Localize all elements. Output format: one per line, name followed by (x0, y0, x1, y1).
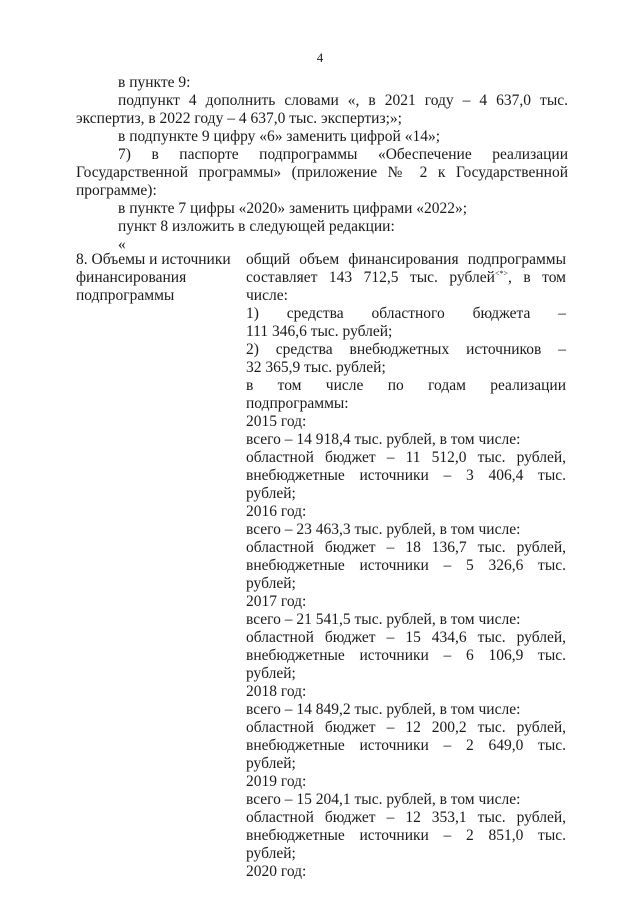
paragraph-subitem-4: подпункт 4 дополнить словами «, в 2021 году – 4 637,0 тыс. экспертиз, в 2022 году – 4 637,0 тыс. экспертиз;»; (76, 92, 568, 127)
table-right-line: рублей; (246, 755, 296, 772)
table-right-line: рублей; (246, 485, 296, 502)
table-left-column (76, 251, 240, 305)
table-right-line: областной бюджет – 12 353,1 тыс. рублей, (246, 809, 566, 826)
table-right-line: всего – 21 541,5 тыс. рублей, в том числе: (246, 611, 521, 628)
table-right-line: областной бюджет – 18 136,7 тыс. рублей, (246, 539, 566, 556)
total-tail: , в том (507, 269, 566, 286)
table-right-line: рублей; (246, 665, 296, 682)
table-right-line: рублей; (246, 575, 296, 592)
table-right-line: внебюджетные источники – 3 406,4 тыс. (246, 467, 566, 484)
table-left-line: финансирования (76, 269, 187, 286)
table-right-line: областной бюджет – 15 434,6 тыс. рублей, (246, 629, 566, 646)
document-body (76, 74, 568, 254)
table-right-line: областной бюджет – 11 512,0 тыс. рублей, (246, 449, 566, 466)
table-right-line: 1) средства областного бюджета – (246, 305, 566, 322)
table-right-line: в том числе по годам реализации (246, 377, 566, 394)
paragraph-item-9: в пункте 9: (118, 74, 191, 91)
table-right-line: общий объем финансирования подпрограммы (246, 251, 566, 268)
table-right-line: числе: (246, 287, 288, 304)
year-heading: 2017 год: (246, 593, 307, 610)
table-right-line: 2) средства внебюджетных источников – (246, 341, 566, 358)
total-text: составляет 143 712,5 тыс. рублей (246, 269, 495, 286)
footnote-mark: <*> (494, 268, 508, 278)
paragraph-item-7: 7) в паспорте подпрограммы «Обеспечение реализации Государственной программы» (приложение № 2 к Государственной программе): (76, 146, 568, 199)
table-right-line: подпрограммы: (246, 395, 349, 412)
year-heading: 2019 год: (246, 773, 307, 790)
page-number: 4 (316, 50, 324, 65)
year-heading: 2016 год: (246, 503, 307, 520)
table-right-line-total (246, 269, 566, 287)
paragraph-item-8-intro: пункт 8 изложить в следующей редакции: (118, 218, 395, 235)
table-left-line: 8. Объемы и источники (76, 251, 231, 268)
table-right-line: всего – 14 849,2 тыс. рублей, в том числе: (246, 701, 521, 718)
year-heading: 2015 год: (246, 413, 307, 430)
table-right-line: всего – 15 204,1 тыс. рублей, в том числе: (246, 791, 521, 808)
table-right-line: рублей; (246, 845, 296, 862)
table-right-line: внебюджетные источники – 5 326,6 тыс. (246, 557, 566, 574)
opening-quote: « (118, 236, 126, 253)
table-right-line: 32 365,9 тыс. рублей; (246, 359, 386, 376)
table-right-line: областной бюджет – 12 200,2 тыс. рублей, (246, 719, 566, 736)
year-heading: 2020 год: (246, 863, 307, 880)
table-right-line: внебюджетные источники – 6 106,9 тыс. (246, 647, 566, 664)
paragraph-item-7-digits: в пункте 7 цифры «2020» заменить цифрами «2022»; (118, 200, 468, 217)
table-right-line: всего – 23 463,3 тыс. рублей, в том числе: (246, 521, 521, 538)
table-right-line: 111 346,6 тыс. рублей; (246, 323, 393, 340)
table-left-line: подпрограммы (76, 287, 175, 304)
year-heading: 2018 год: (246, 683, 307, 700)
paragraph-subitem-9: в подпункте 9 цифру «6» заменить цифрой «14»; (118, 128, 441, 145)
table-right-column (246, 251, 566, 881)
table-right-line: внебюджетные источники – 2 851,0 тыс. (246, 827, 566, 844)
table-right-line: всего – 14 918,4 тыс. рублей, в том числе: (246, 431, 521, 448)
table-right-line: внебюджетные источники – 2 649,0 тыс. (246, 737, 566, 754)
